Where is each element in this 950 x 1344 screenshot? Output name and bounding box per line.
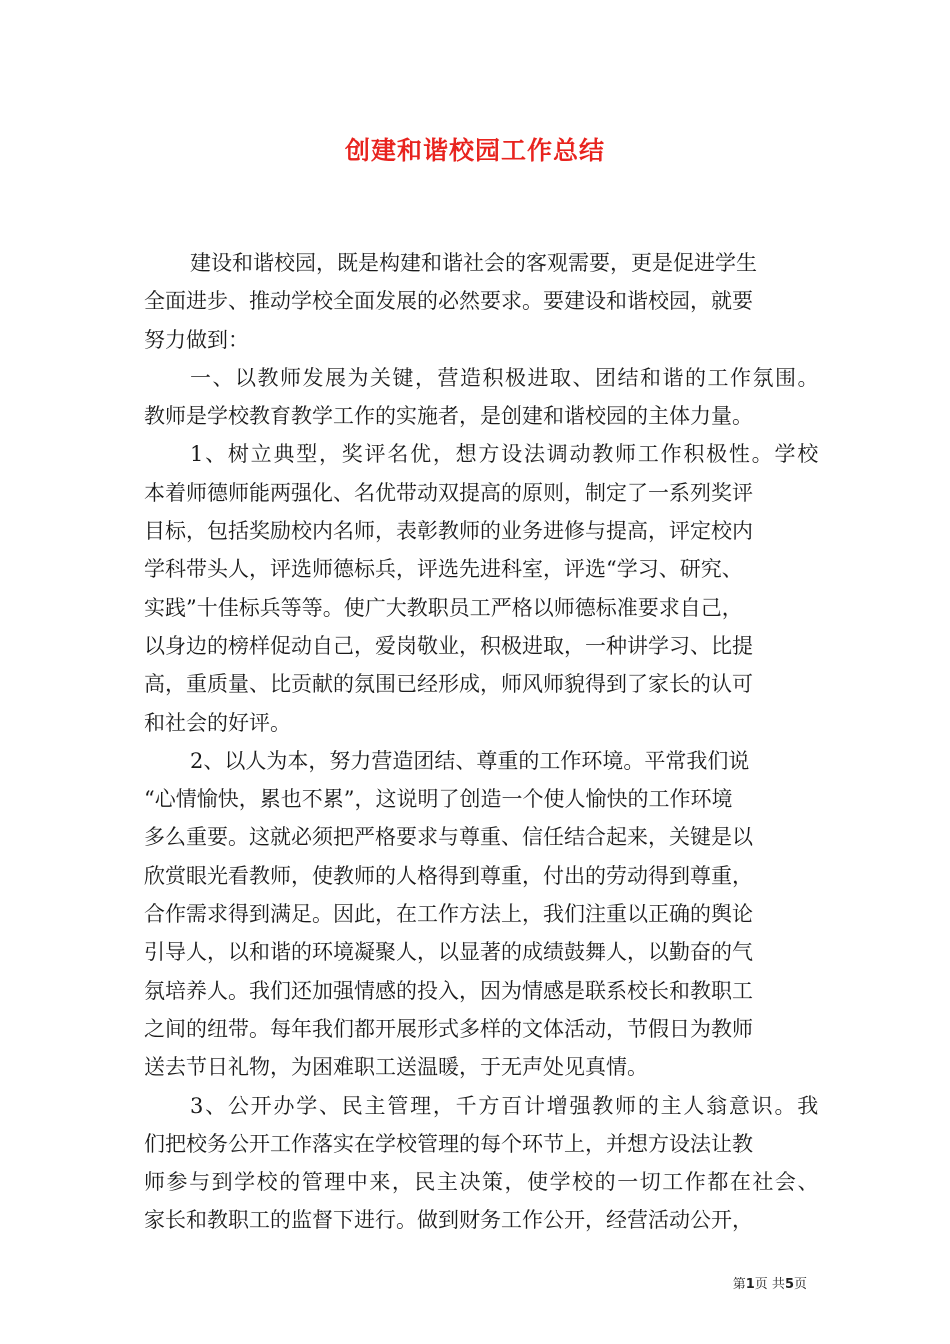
body-line: 一、以教师发展为关键，营造积极进取、团结和谐的工作氛围。 xyxy=(190,365,820,390)
body-line: 本着师德师能两强化、名优带动双提高的原则，制定了一系列奖评 xyxy=(144,480,753,505)
body-line: 和社会的好评。 xyxy=(144,710,291,735)
body-line: 以身边的榜样促动自己，爱岗敬业，积极进取，一种讲学习、比提 xyxy=(144,633,753,658)
body-line: 合作需求得到满足。因此，在工作方法上，我们注重以正确的舆论 xyxy=(144,902,753,927)
body-line: 1、树立典型，奖评名优，想方设法调动教师工作积极性。学校 xyxy=(190,442,820,467)
body-line: 2、以人为本，努力营造团结、尊重的工作环境。平常我们说 xyxy=(190,748,750,773)
body-line: 实践”十佳标兵等等。使广大教职员工严格以师德标准要求自己， xyxy=(144,595,743,620)
body-line: 3、公开办学、民主管理，千方百计增强教师的主人翁意识。我 xyxy=(190,1093,820,1118)
body-line: 送去节日礼物，为困难职工送温暖，于无声处见真情。 xyxy=(144,1055,648,1080)
body-line: 引导人，以和谐的环境凝聚人，以显著的成绩鼓舞人，以勤奋的气 xyxy=(144,940,753,965)
body-line: 多么重要。这就必须把严格要求与尊重、信任结合起来，关键是以 xyxy=(144,825,753,850)
body-line: 努力做到： xyxy=(144,327,249,352)
footer-suffix: 页 xyxy=(793,1277,807,1292)
body-line: 欣赏眼光看教师，使教师的人格得到尊重，付出的劳动得到尊重， xyxy=(144,863,753,888)
footer-total-pages: 5 xyxy=(784,1277,794,1292)
body-line: 教师是学校教育教学工作的实施者，是创建和谐校园的主体力量。 xyxy=(144,404,753,429)
body-line: 建设和谐校园，既是构建和谐社会的客观需要，更是促进学生 xyxy=(190,251,757,275)
body-line: 全面进步、推动学校全面发展的必然要求。要建设和谐校园，就要 xyxy=(144,289,753,314)
footer-current-page: 1 xyxy=(745,1277,755,1292)
document-title: 创建和谐校园工作总结 xyxy=(344,136,605,165)
footer-prefix: 第 xyxy=(732,1277,746,1292)
body-line: “心情愉快，累也不累”，这说明了创造一个使人愉快的工作环境 xyxy=(144,787,733,812)
footer-middle: 页 共 xyxy=(754,1277,785,1292)
body-line: 家长和教职工的监督下进行。做到财务工作公开，经营活动公开， xyxy=(144,1208,753,1233)
page-footer xyxy=(733,1276,807,1294)
body-line: 氛培养人。我们还加强情感的投入，因为情感是联系校长和教职工 xyxy=(144,978,753,1003)
body-line: 们把校务公开工作落实在学校管理的每个环节上，并想方设法让教 xyxy=(144,1131,753,1156)
document-body xyxy=(144,244,820,1240)
body-line: 师参与到学校的管理中来，民主决策，使学校的一切工作都在社会、 xyxy=(144,1170,820,1195)
body-line: 学科带头人，评选师德标兵，评选先进科室，评选“学习、研究、 xyxy=(144,557,743,582)
body-line: 目标，包括奖励校内名师，表彰教师的业务进修与提高，评定校内 xyxy=(144,519,753,544)
body-line: 高，重质量、比贡献的氛围已经形成，师风师貌得到了家长的认可 xyxy=(144,672,753,697)
body-line: 之间的纽带。每年我们都开展形式多样的文体活动，节假日为教师 xyxy=(144,1016,753,1041)
